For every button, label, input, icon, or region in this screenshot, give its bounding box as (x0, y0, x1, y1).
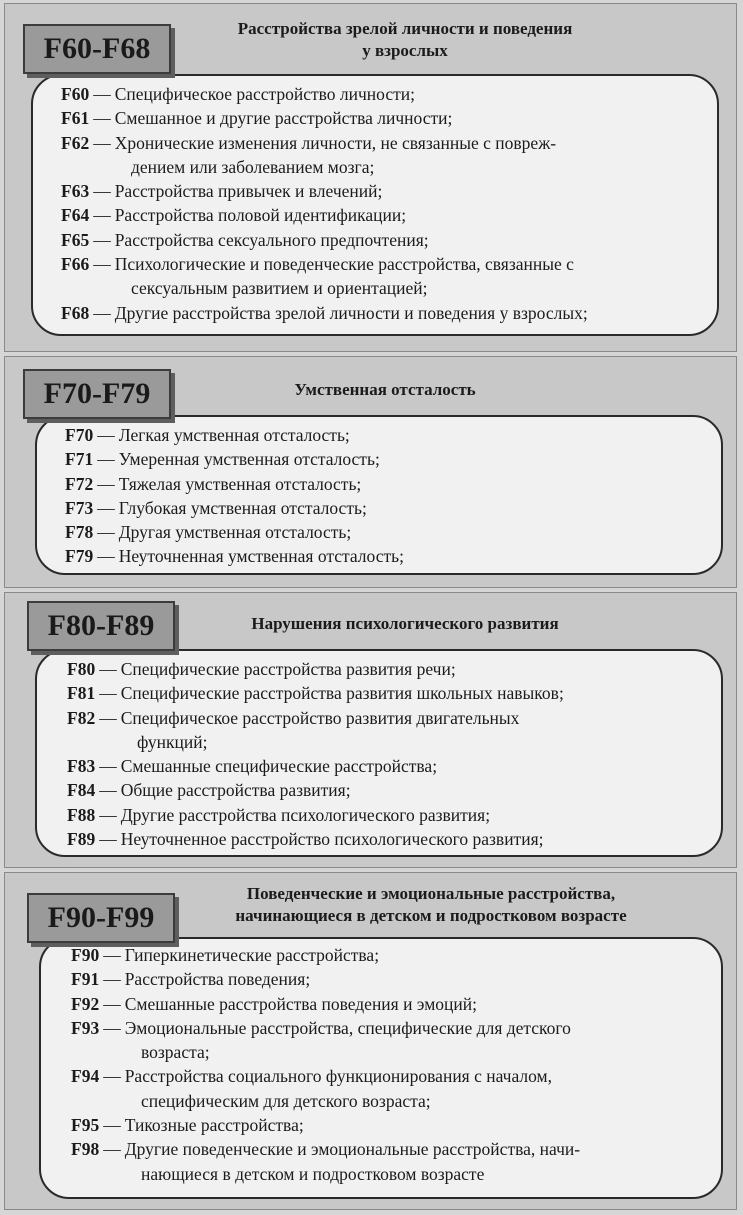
section-heading (195, 613, 615, 635)
heading-line: у взрослых (362, 41, 448, 60)
list-item: F71 — Умеренная умственная отсталость; (65, 449, 380, 470)
section-heading (185, 379, 585, 401)
section-code-label: F90-F99 (27, 893, 175, 943)
section-f90-f99 (4, 872, 737, 1210)
list-item: F81 — Специфические расстройства развития школьных навыков; (67, 683, 564, 704)
items-box (31, 74, 719, 336)
section-f70-f79 (4, 356, 737, 588)
list-item: F94 — Расстройства социального функционирования с началом, специфическим для детского возраста; (71, 1066, 553, 1111)
list-item: F98 — Другие поведенческие и эмоциональные расстройства, начи- нающиеся в детском и подростковом возрасте (71, 1139, 581, 1184)
section-code-label: F60-F68 (23, 24, 171, 74)
list-item: F88 — Другие расстройства психологического развития; (67, 804, 491, 825)
items-box (35, 649, 723, 857)
list-item: F60 — Специфическое расстройство личности; (61, 84, 415, 104)
list-item: F91 — Расстройства поведения; (71, 969, 311, 990)
list-item: F90 — Гиперкинетические расстройства; (71, 945, 380, 965)
list-item: F66 — Психологические и поведенческие расстройства, связанные с сексуальным развитием и ориентацией; (61, 254, 574, 299)
list-item: F82 — Специфическое расстройство развития двигательных функций; (67, 707, 520, 752)
list-item: F73 — Глубокая умственная отсталость; (65, 497, 367, 518)
heading-line: Поведенческие и эмоциональные расстройства, (246, 884, 616, 903)
list-item: F95 — Тикозные расстройства; (71, 1115, 304, 1136)
heading-line: Расстройства зрелой личности и поведения (237, 19, 573, 38)
section-f60-f68 (4, 3, 737, 352)
list-item: F64 — Расстройства половой идентификации; (61, 205, 407, 226)
items-box (35, 415, 723, 575)
heading-line: начинающиеся в детском и подростковом возрасте (235, 906, 627, 925)
list-item: F89 — Неуточненное расстройство психологического развития; (67, 829, 544, 850)
heading-line: Умственная отсталость (294, 380, 476, 399)
section-f80-f89 (4, 592, 737, 868)
list-item: F92 — Смешанные расстройства поведения и эмоций; (71, 993, 477, 1014)
list-item: F84 — Общие расстройства развития; (67, 780, 351, 801)
list-item: F61 — Смешанное и другие расстройства личности; (61, 108, 453, 129)
list-item: F93 — Эмоциональные расстройства, специфические для детского возраста; (71, 1017, 571, 1063)
list-item: F83 — Смешанные специфические расстройства; (67, 756, 438, 777)
list-item: F68 — Другие расстройства зрелой личности и поведения у взрослых; (61, 302, 588, 323)
section-heading (181, 883, 681, 927)
list-item: F62 — Хронические изменения личности, не связанные с повреж- дением или заболеванием мозга; (61, 132, 557, 177)
list-item: F79 — Неуточненная умственная отсталость; (65, 546, 404, 567)
list-item: F65 — Расстройства сексуального предпочтения; (61, 229, 429, 250)
list-item: F63 — Расстройства привычек и влечений; (61, 181, 383, 202)
list-item: F70 — Легкая умственная отсталость; (65, 425, 350, 445)
list-item: F78 — Другая умственная отсталость; (65, 522, 352, 543)
section-code-label: F80-F89 (27, 601, 175, 651)
section-heading (185, 18, 625, 62)
list-item: F72 — Тяжелая умственная отсталость; (65, 473, 362, 494)
heading-line: Нарушения психологического развития (251, 614, 559, 633)
section-code-label: F70-F79 (23, 369, 171, 419)
list-item: F80 — Специфические расстройства развития речи; (67, 659, 456, 679)
items-box (39, 937, 723, 1199)
